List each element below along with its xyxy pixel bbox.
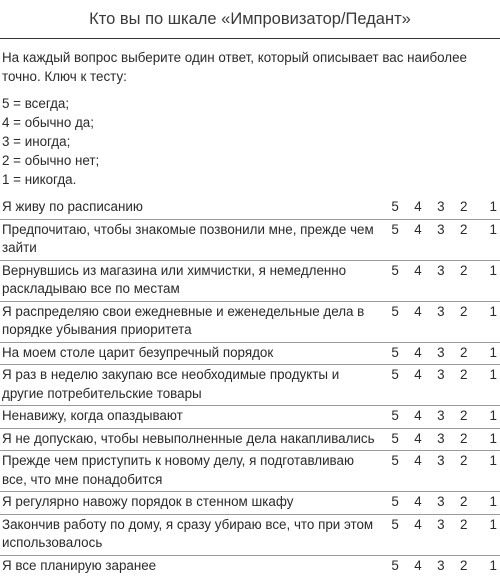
question-text: Я все планирую заранее [2, 557, 157, 573]
question-row [0, 428, 500, 451]
answer-option-4[interactable]: 4 [414, 221, 422, 237]
answer-option-2[interactable]: 2 [459, 303, 468, 319]
answer-option-1[interactable]: 1 [489, 516, 497, 532]
answer-option-5[interactable]: 5 [391, 557, 399, 573]
answer-option-2[interactable]: 2 [459, 494, 468, 509]
page-title: Кто вы по шкале «Импровизатор/Педант» [0, 0, 500, 39]
answer-option-5[interactable]: 5 [391, 303, 399, 319]
answer-option-3[interactable]: 3 [437, 262, 445, 278]
answer-option-5[interactable]: 5 [391, 453, 399, 468]
question-text: Я не допускаю, чтобы невыполненные дела накапливались [2, 430, 375, 446]
answer-option-2[interactable]: 2 [459, 557, 468, 573]
scale-item: 3 = иногда; [2, 134, 71, 149]
question-text: Вернувшись из магазина или химчистки, я немедленно раскладываю все по местам [2, 262, 347, 296]
answer-option-4[interactable]: 4 [414, 408, 422, 423]
answer-option-2[interactable]: 2 [459, 262, 468, 278]
question-text: Предпочитаю, чтобы знакомые позвонили мне, прежде чем зайти [2, 221, 374, 255]
answer-option-5[interactable]: 5 [391, 430, 399, 446]
answer-option-4[interactable]: 4 [414, 516, 422, 532]
question-row [0, 555, 500, 577]
answer-option-3[interactable]: 3 [437, 557, 445, 573]
answer-option-2[interactable]: 2 [459, 344, 468, 360]
instructions-text: На каждый вопрос выберите один ответ, который описывает вас наиболее точно. Ключ к тесту: [2, 50, 467, 84]
answer-option-3[interactable]: 3 [437, 221, 445, 237]
answer-option-5[interactable]: 5 [391, 344, 399, 360]
answer-option-4[interactable]: 4 [414, 262, 422, 278]
answer-option-1[interactable]: 1 [489, 303, 497, 319]
answer-option-1[interactable]: 1 [489, 199, 497, 214]
question-row [0, 260, 500, 301]
answer-option-1[interactable]: 1 [489, 262, 497, 278]
answer-option-5[interactable]: 5 [391, 221, 399, 237]
question-row [0, 342, 500, 365]
answer-option-2[interactable]: 2 [459, 367, 468, 382]
answer-option-1[interactable]: 1 [489, 344, 497, 360]
answer-option-3[interactable]: 3 [437, 516, 445, 532]
answer-option-1[interactable]: 1 [489, 494, 497, 509]
answer-option-2[interactable]: 2 [459, 453, 468, 468]
answer-option-3[interactable]: 3 [437, 199, 445, 214]
answer-option-3[interactable]: 3 [437, 408, 445, 423]
answer-option-2[interactable]: 2 [459, 199, 468, 214]
answer-option-3[interactable]: 3 [437, 344, 445, 360]
question-text: Я распределяю свои ежедневные и еженедельные дела в порядке убывания приоритета [2, 303, 365, 337]
question-row [0, 514, 500, 555]
answer-option-5[interactable]: 5 [391, 408, 399, 423]
question-text: Закончив работу по дому, я сразу убираю все, что при этом использовалось [2, 516, 374, 550]
question-row [0, 219, 500, 260]
answer-option-4[interactable]: 4 [414, 367, 422, 382]
answer-option-2[interactable]: 2 [459, 516, 468, 532]
question-text: Ненавижу, когда опаздывают [2, 408, 183, 423]
answer-option-5[interactable]: 5 [391, 262, 399, 278]
scale-item: 5 = всегда; [2, 96, 70, 111]
scale-item: 1 = никогда. [2, 172, 77, 187]
answer-option-4[interactable]: 4 [414, 430, 422, 446]
question-row [0, 492, 500, 515]
question-text: Я регулярно навожу порядок в стенном шкафу [2, 494, 294, 509]
answer-option-5[interactable]: 5 [391, 367, 399, 382]
answer-option-1[interactable]: 1 [489, 430, 497, 446]
answer-option-4[interactable]: 4 [414, 303, 422, 319]
answer-option-1[interactable]: 1 [489, 408, 497, 423]
answer-option-5[interactable]: 5 [391, 199, 399, 214]
answer-option-2[interactable]: 2 [459, 408, 468, 423]
answer-option-4[interactable]: 4 [414, 344, 422, 360]
answer-option-4[interactable]: 4 [414, 199, 422, 214]
answer-option-3[interactable]: 3 [437, 303, 445, 319]
question-row [0, 451, 500, 492]
scale-key [2, 94, 99, 189]
question-text: Прежде чем приступить к новому делу, я подготавливаю все, что мне понадобится [2, 453, 355, 487]
answer-option-1[interactable]: 1 [489, 367, 497, 382]
answer-option-1[interactable]: 1 [489, 557, 497, 573]
question-text: Я раз в неделю закупаю все необходимые продукты и другие потребительские товары [2, 367, 340, 401]
answer-option-1[interactable]: 1 [489, 221, 497, 237]
answer-option-4[interactable]: 4 [414, 494, 422, 509]
scale-item: 2 = обычно нет; [2, 153, 100, 168]
question-text: На моем столе царит безупречный порядок [2, 344, 274, 360]
questions-table [0, 197, 500, 577]
question-row [0, 197, 500, 219]
answer-option-5[interactable]: 5 [391, 494, 399, 509]
answer-option-5[interactable]: 5 [391, 516, 399, 532]
question-row [0, 365, 500, 406]
answer-option-1[interactable]: 1 [489, 453, 497, 468]
answer-option-2[interactable]: 2 [459, 430, 468, 446]
answer-option-4[interactable]: 4 [414, 453, 422, 468]
answer-option-3[interactable]: 3 [437, 430, 445, 446]
question-text: Я живу по расписанию [2, 199, 143, 214]
scale-item: 4 = обычно да; [2, 115, 94, 130]
question-row [0, 301, 500, 342]
answer-option-3[interactable]: 3 [437, 367, 445, 382]
answer-option-4[interactable]: 4 [414, 557, 422, 573]
answer-option-3[interactable]: 3 [437, 453, 445, 468]
answer-option-2[interactable]: 2 [459, 221, 468, 237]
answer-option-3[interactable]: 3 [437, 494, 445, 509]
question-row [0, 406, 500, 429]
